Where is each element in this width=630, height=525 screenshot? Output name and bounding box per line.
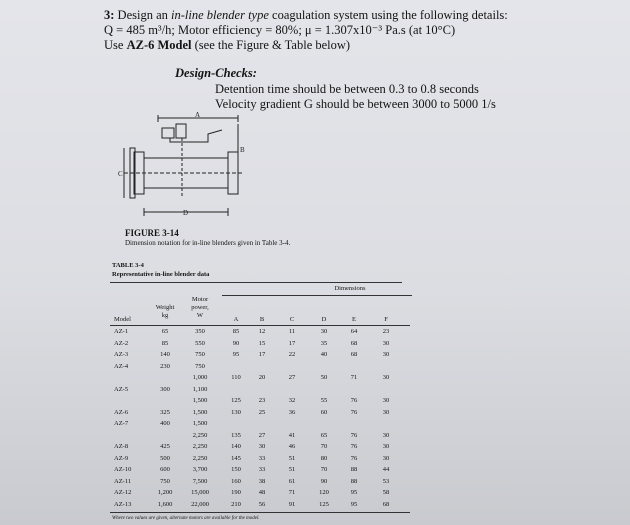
cell-e: 95 (350, 489, 358, 496)
cell-a: 90 (232, 339, 240, 347)
dimensions-header: Dimensions (334, 285, 366, 292)
col-b-header: B (259, 316, 265, 323)
cell-d: 70 (320, 443, 328, 450)
cell-c: 36 (288, 408, 296, 416)
dim-label-a: A (195, 112, 201, 119)
cell-f: 23 (382, 328, 390, 335)
cell-f: 30 (382, 454, 390, 462)
cell-f: 30 (382, 408, 390, 416)
cell-power: 1,000 (192, 374, 208, 381)
cell-a: 135 (231, 431, 241, 439)
cell-model: AZ-1 (114, 328, 129, 335)
cell-f: 58 (382, 489, 390, 496)
figure-caption-text: Dimension notation for in-line blenders given in Table 3-4. (125, 239, 291, 247)
inline-blender-drawing (110, 112, 250, 224)
use-prefix: Use (104, 38, 124, 52)
cell-a: 140 (231, 443, 241, 450)
figure-number: FIGURE 3-14 (125, 228, 179, 238)
dimensions-rule (222, 295, 412, 296)
cell-a: 130 (231, 408, 241, 416)
cell-power: 15,000 (191, 489, 209, 496)
cell-c: 51 (288, 454, 296, 462)
design-checks-heading: Design-Checks: (175, 66, 257, 80)
cell-model: AZ-8 (114, 443, 129, 450)
cell-power: 1,500 (192, 408, 208, 416)
cell-b: 25 (258, 408, 266, 416)
cell-e: 88 (350, 466, 358, 473)
cell-f: 30 (382, 374, 390, 381)
table-top-rule (110, 282, 402, 283)
cell-model: AZ-7 (114, 420, 129, 427)
cell-c: 71 (288, 489, 296, 496)
cell-e: 76 (350, 431, 358, 439)
cell-b: 48 (258, 489, 266, 496)
cell-c: 11 (288, 328, 296, 335)
cell-a: 190 (231, 489, 241, 496)
cell-f: 30 (382, 431, 390, 439)
cell-e: 76 (350, 408, 358, 416)
cell-c: 46 (288, 443, 296, 450)
cell-e: 71 (350, 374, 358, 381)
cell-power: 350 (195, 328, 205, 335)
use-suffix: (see the Figure & Table below) (194, 38, 351, 52)
cell-c: 41 (288, 431, 296, 439)
question-lead: Design an (117, 8, 168, 22)
dim-label-c: C (118, 170, 123, 178)
cell-power: 1,100 (192, 385, 208, 393)
cell-power: 550 (195, 339, 205, 347)
cell-e: 64 (350, 328, 358, 335)
cell-c: 91 (288, 500, 296, 508)
cell-d: 65 (320, 431, 328, 439)
col-c-header: C (289, 316, 295, 323)
cell-a: 125 (231, 397, 241, 404)
col-a-header: A (233, 316, 239, 323)
motor-header: Motor power, W (191, 296, 209, 319)
cell-a: 95 (232, 351, 240, 358)
cell-c: 32 (288, 397, 296, 404)
cell-weight: 300 (160, 385, 170, 393)
cell-power: 1,500 (192, 397, 208, 404)
cell-b: 23 (258, 397, 266, 404)
cell-d: 40 (320, 351, 328, 358)
given-parameters: Q = 485 m³/h; Motor efficiency = 80%; μ = 1.307x10⁻³ Pa.s (at 10°C) (104, 23, 456, 37)
cell-b: 20 (258, 374, 266, 381)
cell-power: 3,700 (192, 466, 208, 473)
cell-a: 110 (231, 374, 241, 381)
cell-e: 68 (350, 351, 358, 358)
use-model-line (104, 38, 350, 53)
cell-b: 12 (258, 328, 266, 335)
use-model: AZ-6 Model (126, 38, 192, 52)
dim-label-d: D (183, 209, 189, 217)
cell-model: AZ-5 (114, 385, 129, 393)
cell-power: 1,500 (192, 420, 208, 427)
cell-a: 85 (232, 328, 240, 335)
cell-power: 7,500 (192, 477, 208, 485)
cell-d: 50 (320, 374, 328, 381)
cell-c: 22 (288, 351, 296, 358)
weight-header: Weight kg (155, 304, 175, 319)
cell-weight: 85 (161, 339, 169, 347)
cell-b: 17 (258, 351, 266, 358)
col-e-header: E (352, 316, 356, 323)
cell-d: 35 (320, 339, 328, 347)
cell-power: 2,250 (192, 431, 208, 439)
cell-e: 88 (350, 477, 358, 485)
cell-weight: 500 (160, 454, 170, 462)
cell-d: 120 (319, 489, 329, 496)
cell-c: 51 (288, 466, 296, 473)
question-title (104, 8, 508, 23)
col-f-header: F (384, 316, 388, 323)
cell-model: AZ-9 (114, 454, 129, 462)
cell-weight: 65 (161, 328, 169, 335)
cell-power: 2,250 (192, 443, 208, 450)
cell-model: AZ-12 (114, 489, 132, 496)
cell-power: 750 (195, 362, 205, 370)
table-title: Representative in-line blender data (112, 271, 210, 278)
cell-model: AZ-3 (114, 351, 129, 358)
cell-f: 30 (382, 443, 390, 450)
cell-e: 76 (350, 397, 358, 404)
cell-b: 15 (258, 339, 266, 347)
cell-f: 30 (382, 351, 390, 358)
cell-model: AZ-4 (114, 362, 129, 370)
cell-d: 60 (320, 408, 328, 416)
cell-c: 27 (288, 374, 296, 381)
cell-e: 76 (350, 454, 358, 462)
cell-b: 33 (258, 454, 266, 462)
cell-a: 145 (231, 454, 241, 462)
figure-caption (125, 228, 290, 247)
cell-model: AZ-10 (114, 466, 132, 473)
cell-f: 30 (382, 339, 390, 347)
cell-a: 150 (231, 466, 241, 473)
cell-b: 56 (258, 500, 266, 508)
table-bottom-rule (110, 512, 410, 513)
blender-type: in-line blender type (171, 8, 269, 22)
question-number: 3: (104, 8, 115, 22)
cell-f: 53 (382, 477, 390, 485)
cell-weight: 140 (160, 351, 170, 358)
design-check-detention: Detention time should be between 0.3 to 0.8 seconds (215, 82, 479, 96)
cell-model: AZ-11 (114, 477, 132, 485)
motor-housing (162, 128, 174, 138)
cell-e: 68 (350, 339, 358, 347)
cell-d: 80 (320, 454, 328, 462)
cell-a: 210 (231, 500, 241, 508)
cell-model: AZ-2 (114, 339, 129, 347)
cell-c: 17 (288, 339, 296, 347)
cell-weight: 325 (160, 408, 170, 416)
cell-b: 27 (258, 431, 266, 439)
dim-label-b: B (240, 146, 245, 154)
cell-b: 33 (258, 466, 266, 473)
cell-b: 38 (258, 477, 266, 485)
table-label: TABLE 3-4 (112, 262, 144, 269)
cell-weight: 1,200 (157, 489, 173, 496)
cell-model: AZ-13 (114, 500, 132, 508)
cell-d: 55 (320, 397, 328, 404)
table-footnote: Where two values are given, alternate motors are available for the model. (112, 516, 260, 521)
cell-weight: 400 (160, 420, 170, 427)
cell-f: 30 (382, 397, 390, 404)
cell-b: 30 (258, 443, 266, 450)
question-rest: coagulation system using the following details: (272, 8, 508, 22)
cell-weight: 750 (160, 477, 170, 485)
cell-e: 95 (350, 500, 358, 508)
cell-weight: 230 (160, 362, 170, 370)
model-header: Model (114, 316, 131, 323)
cell-c: 61 (288, 477, 296, 485)
cell-f: 68 (382, 500, 390, 508)
cell-power: 2,250 (192, 454, 208, 462)
cell-d: 30 (320, 328, 328, 335)
cell-power: 750 (195, 351, 205, 358)
cell-f: 44 (382, 466, 390, 473)
cell-e: 76 (350, 443, 358, 450)
cell-a: 160 (231, 477, 241, 485)
cell-power: 22,000 (191, 500, 209, 508)
cell-weight: 1,600 (157, 500, 173, 508)
header-bottom-rule (110, 325, 410, 326)
cell-d: 70 (320, 466, 328, 473)
cell-d: 125 (319, 500, 329, 508)
col-d-header: D (321, 316, 327, 323)
cell-model: AZ-6 (114, 408, 129, 416)
cell-d: 90 (320, 477, 328, 485)
cell-weight: 600 (160, 466, 170, 473)
design-check-gradient: Velocity gradient G should be between 3000 to 5000 1/s (215, 97, 496, 111)
cell-weight: 425 (160, 443, 170, 450)
